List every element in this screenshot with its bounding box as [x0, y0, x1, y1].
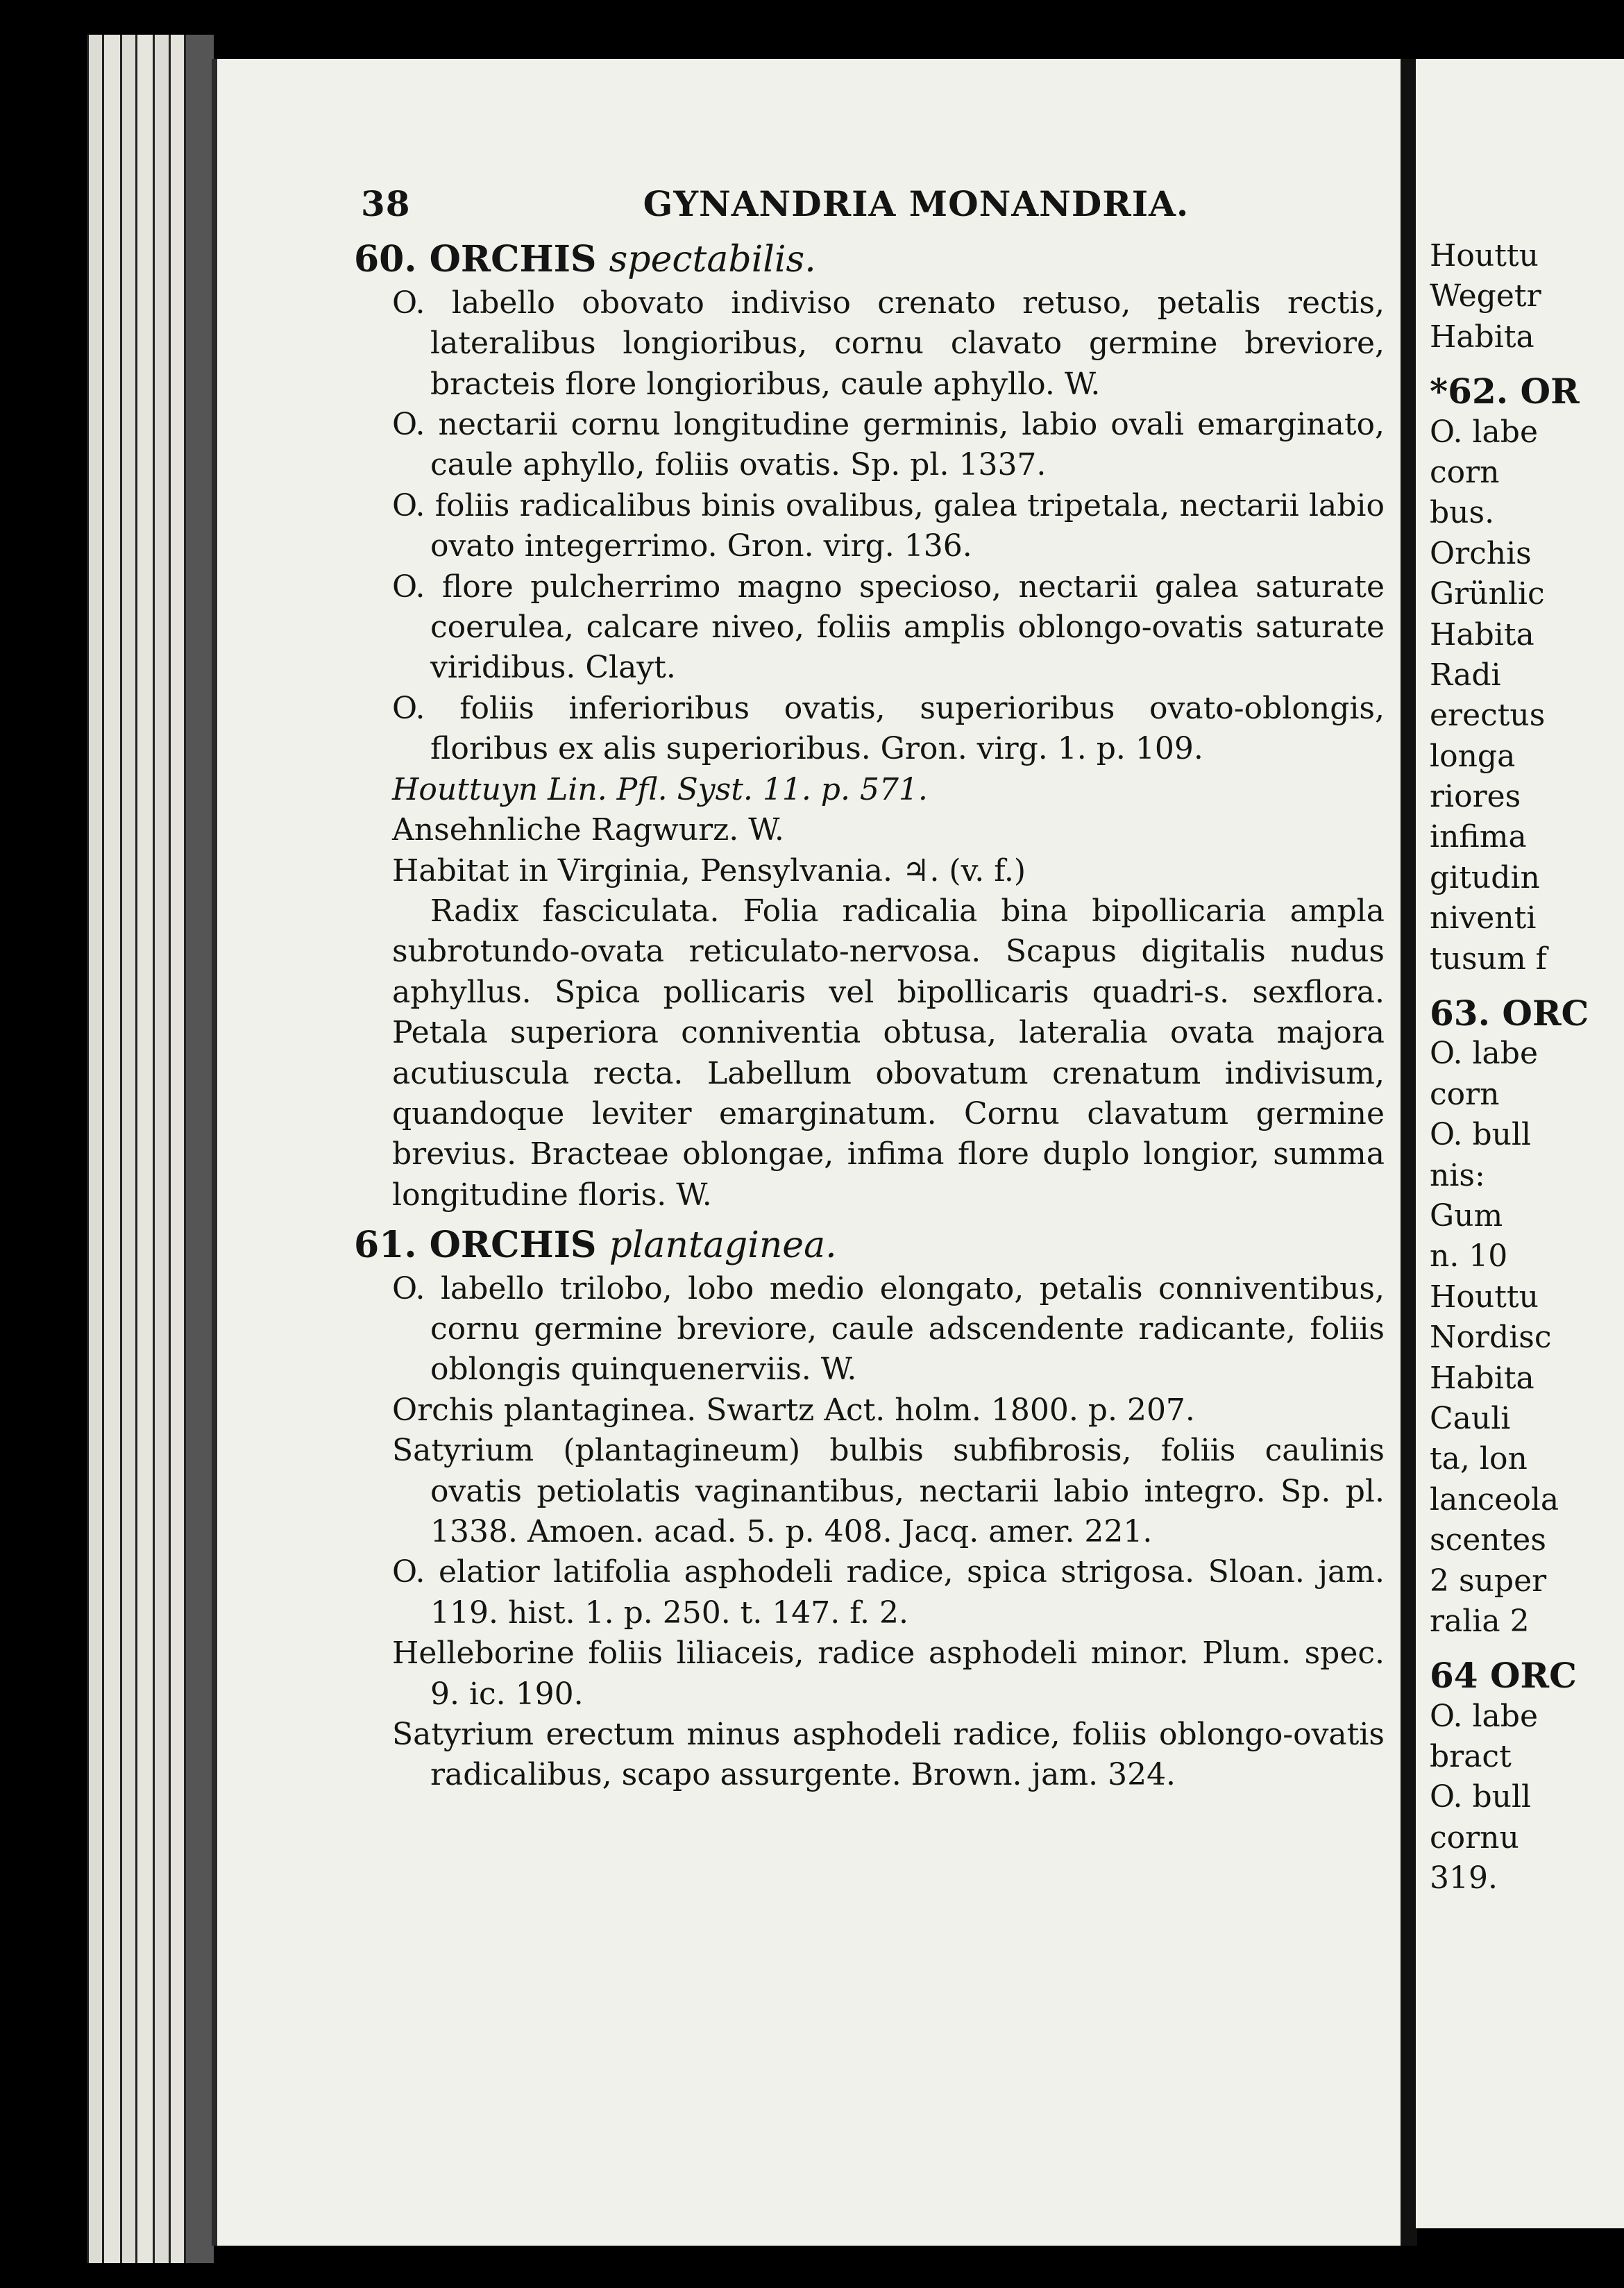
entry-61-synonym-4: O. elatior latifolia asphodeli radice, spica strigosa. Sloan. jam. 119. hist. 1. p. 250. t. 147. f. 2.: [392, 1554, 1385, 1631]
entry-60-houttuyn: Houttuyn Lin. Pfl. Syst. 11. p. 571.: [392, 771, 928, 807]
right-page-line: n. 10: [1430, 1238, 1508, 1275]
right-page-line: 319.: [1430, 1860, 1498, 1896]
right-page-line: O. labe: [1430, 414, 1538, 450]
right-page-line: cornu: [1430, 1819, 1519, 1856]
right-page-line: scentes: [1430, 1522, 1546, 1558]
entry-60-synonym-2: O. nectarii cornu longitudine germinis, labio ovali emarginato, caule aphyllo, foliis ovatis. Sp. pl. 1337.: [392, 407, 1385, 483]
entry-61-synonym-6: Satyrium erectum minus asphodeli radice, foliis oblongo-ovatis radicalibus, scapo assurgente. Brown. jam. 324.: [392, 1717, 1385, 1793]
right-page-line: niventi: [1430, 900, 1537, 936]
running-header: [361, 183, 1385, 224]
right-page-line: *62. OR: [1430, 371, 1580, 412]
right-page-line: Habita: [1430, 616, 1534, 653]
entry-60-habitat: Habitat in Virginia, Pensylvania. ♃. (v. f.): [392, 852, 1026, 889]
right-page-line: Habita: [1430, 319, 1534, 355]
right-page-line: Gum: [1430, 1197, 1503, 1234]
right-page-line: Houttu: [1430, 238, 1539, 274]
right-page-line: riores: [1430, 779, 1521, 815]
right-page-line: ta, lon: [1430, 1441, 1528, 1477]
page-number: 38: [361, 183, 411, 224]
right-page-line: lanceola: [1430, 1481, 1559, 1517]
book-gutter: [1401, 59, 1417, 2246]
right-page-line: Orchis: [1430, 535, 1532, 571]
entry-60-synonym-1: O. labello obovato indiviso crenato retuso, petalis rectis, lateralibus longioribus, cornu clavato germine breviore, bracteis flore longioribus, caule aphyllo. W.: [392, 285, 1385, 402]
entry-60-genus: 60. ORCHIS: [354, 238, 597, 281]
entry-61-species: plantaginea.: [609, 1225, 837, 1267]
entry-61-synonym-2: Orchis plantaginea. Swartz Act. holm. 1800. p. 207.: [392, 1392, 1195, 1428]
right-page-line: Radi: [1430, 657, 1501, 693]
right-page-line: Houttu: [1430, 1279, 1539, 1315]
right-page-line: tusum f: [1430, 941, 1547, 977]
right-page-text: [1430, 236, 1624, 1899]
right-page-line: bus.: [1430, 495, 1495, 531]
entry-61-synonym-5: Helleborine foliis liliaceis, radice asphodeli minor. Plum. spec. 9. ic. 190.: [392, 1635, 1385, 1712]
right-page-line: erectus: [1430, 698, 1546, 734]
entry-60-description: Radix fasciculata. Folia radicalia bina bipollicaria ampla subrotundo-ovata reticulato-nervosa. Scapus digitalis nudus aphyllus. Spica pollicaris vel bipollicaris quadri-s. sexflora. Petala superiora conniventia obtusa, lateralia ovata majora acutiuscula recta. Labellum obovatum crenatum indivisum, quandoque leviter emarginatum. Cornu clavatum germine brevius. Bracteae oblongae, infima flore duplo longior, summa longitudine floris. W.: [392, 893, 1385, 1213]
entry-60-species: spectabilis.: [609, 239, 816, 281]
entry-60-heading: [354, 239, 1385, 280]
entry-60-german-name: Ansehnliche Ragwurz. W.: [392, 812, 784, 848]
right-page-line: infima: [1430, 819, 1527, 855]
book-page-edges: [87, 35, 219, 2263]
entry-60-synonym-5: O. foliis inferioribus ovatis, superioribus ovato-oblongis, floribus ex alis superioribus. Gron. virg. 1. p. 109.: [392, 690, 1385, 767]
right-page-line: 63. ORC: [1430, 993, 1589, 1034]
right-page-line: ralia 2: [1430, 1603, 1530, 1639]
page-title: GYNANDRIA MONANDRIA.: [643, 183, 1190, 224]
right-page-line: 2 super: [1430, 1563, 1547, 1599]
right-page-line: Habita: [1430, 1360, 1534, 1396]
entry-60-synonym-3: O. foliis radicalibus binis ovalibus, galea tripetala, nectarii labio ovato integerrimo. Gron. virg. 136.: [392, 487, 1385, 564]
right-page-line: nis:: [1430, 1157, 1485, 1193]
right-page-line: corn: [1430, 1076, 1500, 1112]
entry-61-synonym-1: O. labello trilobo, lobo medio elongato, petalis conniventibus, cornu germine breviore, caule adscendente radicante, foliis oblongis quinquenerviis. W.: [392, 1270, 1385, 1388]
entry-61-genus: 61. ORCHIS: [354, 1224, 597, 1267]
right-page-line: bract: [1430, 1739, 1512, 1775]
entry-61-synonym-3: Satyrium (plantagineum) bulbis subfibrosis, foliis caulinis ovatis petiolatis vaginantibus, nectarii labio integro. Sp. pl. 1338. Amoen. acad. 5. p. 408. Jacq. amer. 221.: [392, 1433, 1385, 1549]
right-page-line: O. bull: [1430, 1117, 1532, 1153]
entry-60-synonym-4: O. flore pulcherrimo magno specioso, nectarii galea saturate coerulea, calcare niveo, foliis amplis oblongo-ovatis saturate viridibus. Clayt.: [392, 569, 1385, 686]
right-page-line: O. bull: [1430, 1779, 1532, 1815]
left-page: [212, 59, 1407, 2246]
right-page-line: longa: [1430, 738, 1516, 774]
entry-61-heading: [354, 1225, 1385, 1265]
right-page-line: Cauli: [1430, 1400, 1511, 1436]
right-page-line: gitudin: [1430, 859, 1540, 895]
page-text: [354, 183, 1385, 1796]
right-page-line: Grünlic: [1430, 576, 1545, 612]
right-page-line: O. labe: [1430, 1698, 1538, 1734]
right-page-line: Nordisc: [1430, 1320, 1552, 1356]
right-page-line: Wegetr: [1430, 278, 1541, 314]
right-page-line: corn: [1430, 454, 1500, 490]
right-page-line: O. labe: [1430, 1036, 1538, 1072]
right-page-line: 64 ORC: [1430, 1655, 1577, 1697]
